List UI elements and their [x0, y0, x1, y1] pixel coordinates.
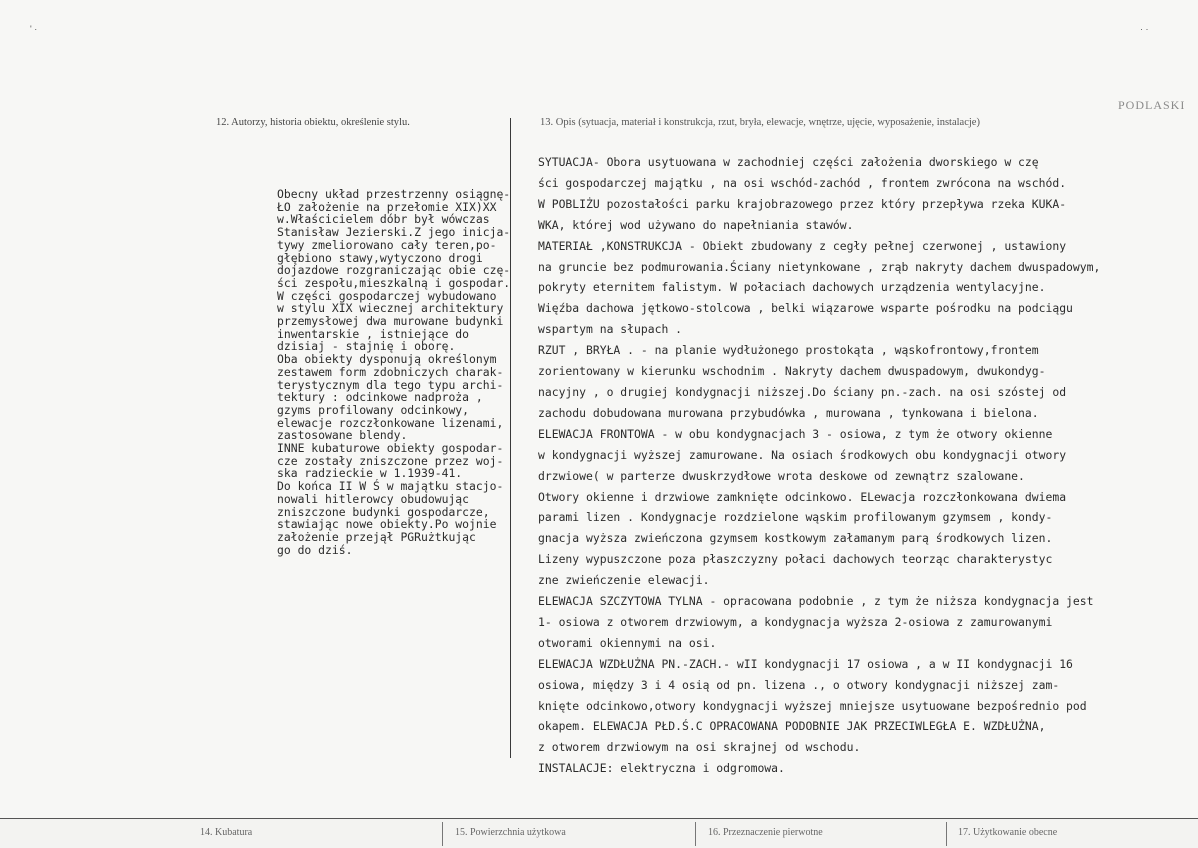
history-line: ska radzieckie w 1.1939-41. [277, 466, 463, 481]
history-line: przemysłowej dwa murowane budynki [277, 314, 504, 329]
history-line: w stylu XIX wiecznej architektury [277, 301, 504, 316]
description-line: otworami okiennymi na osi. [538, 635, 717, 650]
field-przeznaczenie-label: 16. Przeznaczenie pierwotne [708, 827, 823, 838]
description-line: Otwory okienne i drzwiowe zamknięte odcinkowo. ELewacja rozczłonkowana dwiema [538, 489, 1067, 504]
history-line: Obecny układ przestrzenny osiągnę- [277, 187, 511, 201]
description-line: w kondygnacji wyższej zamurowane. Na osiach środkowych obu kondygnacji otwory [538, 447, 1067, 462]
description-line: ELEWACJA FRONTOWA - w obu kondygnacjach 3 - osiowa, z tym że otwory okienne [538, 426, 1053, 441]
history-line: ŁO założenie na przełomie XIX)XX [277, 199, 497, 214]
history-line: głębiono stawy,wytyczono drogi [277, 250, 483, 265]
description-line: drzwiowe( w parterze dwuskrzydłowe wrota deskowe od zewnątrz szalowane. [538, 468, 1025, 483]
description-line: Lizeny wypuszczone poza płaszczyzny połaci dachowych teorząc charakterystyc [538, 552, 1053, 567]
corner-mark-right: · · [1140, 24, 1149, 34]
corner-mark-left: ' · [30, 24, 38, 34]
footer-divider [695, 822, 696, 846]
history-line: zestawem form zdobniczych charak- [277, 364, 504, 379]
history-line: W części gospodarczej wybudowano [277, 288, 497, 303]
description-line: zorientowany w kierunku wschodnim . Nakryty dachem dwuspadowym, dwukondyg- [538, 364, 1046, 379]
description-line: zne zwieńczenie elewacji. [538, 573, 710, 588]
history-line: gzyms profilowany odcinkowy, [277, 402, 470, 417]
history-line: dzisiaj - stajnię i oborę. [277, 339, 456, 354]
history-line: INNE kubaturowe obiekty gospodar- [277, 441, 504, 456]
description-line: parami lizen . Kondygnacje rozdzielone wąskim profilowanym gzymsem , kondy- [538, 510, 1053, 525]
history-line: tywy zmeliorowano cały teren,po- [277, 237, 497, 252]
history-line: nowali hitlerowcy obudowując [277, 491, 470, 506]
history-line: założenie przejął PGRużtkując [277, 529, 476, 544]
history-line: go do dziś. [277, 542, 353, 557]
description-line: INSTALACJE: elektryczna i odgromowa. [538, 761, 785, 776]
description-line: ELEWACJA SZCZYTOWA TYLNA - opracowana podobnie , z tym że niższa kondygnacja jest [538, 594, 1094, 609]
description-line: ści gospodarczej majątku , na osi wschód-zachód , frontem zwrócona na wschód. [538, 175, 1067, 190]
description-line: zachodu dobudowana murowana przybudówka , murowana , tynkowana i bielona. [538, 405, 1039, 420]
description-line: Więźba dachowa jętkowo-stolcowa , belki wiązarowe wsparte pośrodku na podciągu [538, 301, 1073, 316]
field-uzytkowanie-label: 17. Użytkowanie obecne [958, 827, 1058, 838]
history-line: cze zostały zniszczone przez woj- [277, 453, 504, 468]
history-line: Oba obiekty dysponują określonym [277, 352, 497, 367]
description-line: z otworem drzwiowym na osi skrajnej od wschodu. [538, 740, 861, 755]
history-line: stawiając nowe obiekty.Po wojnie [277, 517, 497, 532]
description-line: W POBLIŻU pozostałości parku krajobrazowego przez który przepływa rzeka KUKA- [538, 196, 1067, 211]
history-line: terystycznym dla tego typu archi- [277, 377, 504, 392]
description-line: pokryty eternitem falistym. W połaciach dachowych urządzenia wentylacyjne. [538, 280, 1046, 295]
history-line: ści zespołu,mieszkalną i gospodar. [277, 275, 511, 290]
section-12-title: 12. Autorzy, historia obiektu, określenie stylu. [216, 117, 410, 128]
history-line: Do końca II W Ś w majątku stacjo- [277, 479, 504, 494]
description-line: RZUT , BRYŁA . - na planie wydłużonego prostokąta , wąskofrontowy,frontem [538, 343, 1039, 358]
field-powierzchnia-label: 15. Powierzchnia użytkowa [455, 827, 566, 838]
history-line: w.Właścicielem dóbr był wówczas [277, 212, 490, 227]
history-line: inwentarskie , istniejące do [277, 326, 470, 341]
description-line: MATERIAŁ ,KONSTRUKCJA - Obiekt zbudowany z cegły pełnej czerwonej , ustawiony [538, 238, 1067, 253]
history-line: tektury : odcinkowe nadproża , [277, 390, 483, 405]
field-kubatura-label: 14. Kubatura [200, 827, 253, 838]
description-line: 1- osiowa z otworem drzwiowym, a kondygnacja wyższa 2-osiowa z zamurowanymi [538, 614, 1053, 629]
history-line: dojazdowe rozgraniczając obie czę- [277, 263, 511, 278]
history-line: elewacje rozczłonkowane lizenami, [277, 415, 504, 430]
description-line: na gruncie bez podmurowania.Ściany nietynkowane , zrąb nakryty dachem dwuspadowym, [538, 259, 1101, 274]
description-line: okapem. ELEWACJA PŁD.Ś.C OPRACOWANA PODOBNIE JAK PRZECIWLEGŁA E. WZDŁUŻNA, [538, 719, 1046, 734]
description-text-column [538, 152, 1118, 779]
history-text-column [277, 188, 517, 556]
history-line: Stanisław Jezierski.Z jego inicja- [277, 225, 511, 240]
description-line: nacyjny , o drugiej kondygnacji niższej.Do ściany pn.-zach. na osi szóstej od [538, 384, 1067, 399]
section-13-title: 13. Opis (sytuacja, materiał i konstrukcja, rzut, bryła, elewacje, wnętrze, ujęcie, wyposażenie, instalacje) [540, 117, 980, 128]
description-line: knięte odcinkowo,otwory kondygnacji wyższej mniejsze usytuowane bezpośrednio pod [538, 698, 1087, 713]
side-margin-text: PODLASKI [1118, 98, 1186, 112]
description-line: WKA, której wod używano do napełniania stawów. [538, 217, 854, 232]
description-line: SYTUACJA- Obora usytuowana w zachodniej części założenia dworskiego w czę [538, 155, 1039, 169]
description-line: wspartym na słupach . [538, 322, 683, 337]
description-line: osiowa, między 3 i 4 osią od pn. lizena ., o otwory kondygnacji niższej zam- [538, 677, 1060, 692]
history-line: zastosowane blendy. [277, 428, 408, 443]
footer-fields-bar [0, 818, 1198, 848]
history-line: zniszczone budynki gospodarcze, [277, 504, 490, 519]
description-line: gnacja wyższa zwieńczona gzymsem kostkowym załamanym parą środkowych lizen. [538, 531, 1053, 546]
footer-divider [946, 822, 947, 846]
footer-divider [442, 822, 443, 846]
description-line: ELEWACJA WZDŁUŻNA PN.-ZACH.- wII kondygnacji 17 osiowa , a w II kondygnacji 16 [538, 656, 1073, 671]
